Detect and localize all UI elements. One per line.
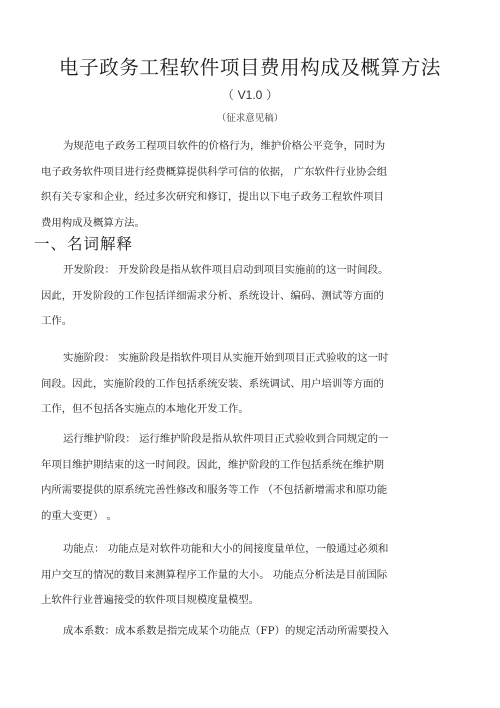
document-title: 电子政务工程软件项目费用构成及概算方法 (59, 56, 441, 79)
definition-line: 开发阶段： 开发阶段是指从软件项目启动到项目实施前的这一时间段。 (63, 264, 389, 276)
definition-implementation (41, 346, 461, 423)
definition-line: 上软件行业普遍接受的软件项目规模度量模型。 (41, 594, 260, 607)
definition-line: 成本系数：成本系数是指完成某个功能点（FP）的规定活动所需要投入 (63, 625, 389, 637)
definition-line: 工作，但不包括各实施点的本地化开发工作。 (41, 403, 249, 416)
version-close-paren: ） (266, 88, 279, 102)
definition-line: 用户交互的情况的数目来测算程序工作量的大小。 功能点分析法是目前国际 (41, 568, 388, 581)
intro-line: 织有关专家和企业，经过多次研究和修订，提出以下电子政务工程软件项目 (41, 191, 384, 204)
definition-line: 功能点： 功能点是对软件功能和大小的间接度量单位，一般通过必须和 (63, 543, 389, 555)
definition-line: 间段。因此，实施阶段的工作包括系统安装、系统调试、用户培训等方面的 (41, 377, 384, 390)
definition-line: 工作。 (41, 315, 73, 328)
definition-maintenance (41, 427, 461, 530)
intro-paragraph (41, 134, 461, 237)
version-open-paren: （ (221, 88, 234, 102)
definition-line: 的重大变更） 。 (41, 510, 118, 523)
intro-line: 电子政务软件项目进行经费概算提供科学可信的依据， 广东软件行业协会组 (41, 165, 388, 178)
definition-line: 年项目维护期结束的这一时间段。因此，维护阶段的工作包括系统在维护期 (41, 458, 384, 471)
section-heading: 一、名词解释 (34, 235, 134, 253)
intro-line: 费用构成及概算方法。 (41, 217, 145, 230)
draft-note: （征求意见稿） (216, 113, 284, 124)
definition-function-point (41, 537, 461, 614)
definition-line: 内所需要提供的原系统完善性修改和服务等工作 （不包括新增需求和原功能 (41, 484, 388, 497)
definition-cost-coefficient (41, 619, 461, 645)
definition-line: 运行维护阶段： 运行维护阶段是指从软件项目正式验收到合同规定的一 (63, 433, 389, 445)
version-line (0, 86, 500, 103)
intro-line: 为规范电子政务工程项目软件的价格行为，维护价格公平竞争，同时为 (63, 140, 386, 152)
definition-line: 因此，开发阶段的工作包括详细需求分析、系统设计、编码、测试等方面的 (41, 289, 384, 302)
definition-development (41, 258, 461, 335)
definition-line: 实施阶段： 实施阶段是指软件项目从实施开始到项目正式验收的这一时 (63, 352, 389, 364)
version-number: V1.0 (237, 88, 263, 102)
